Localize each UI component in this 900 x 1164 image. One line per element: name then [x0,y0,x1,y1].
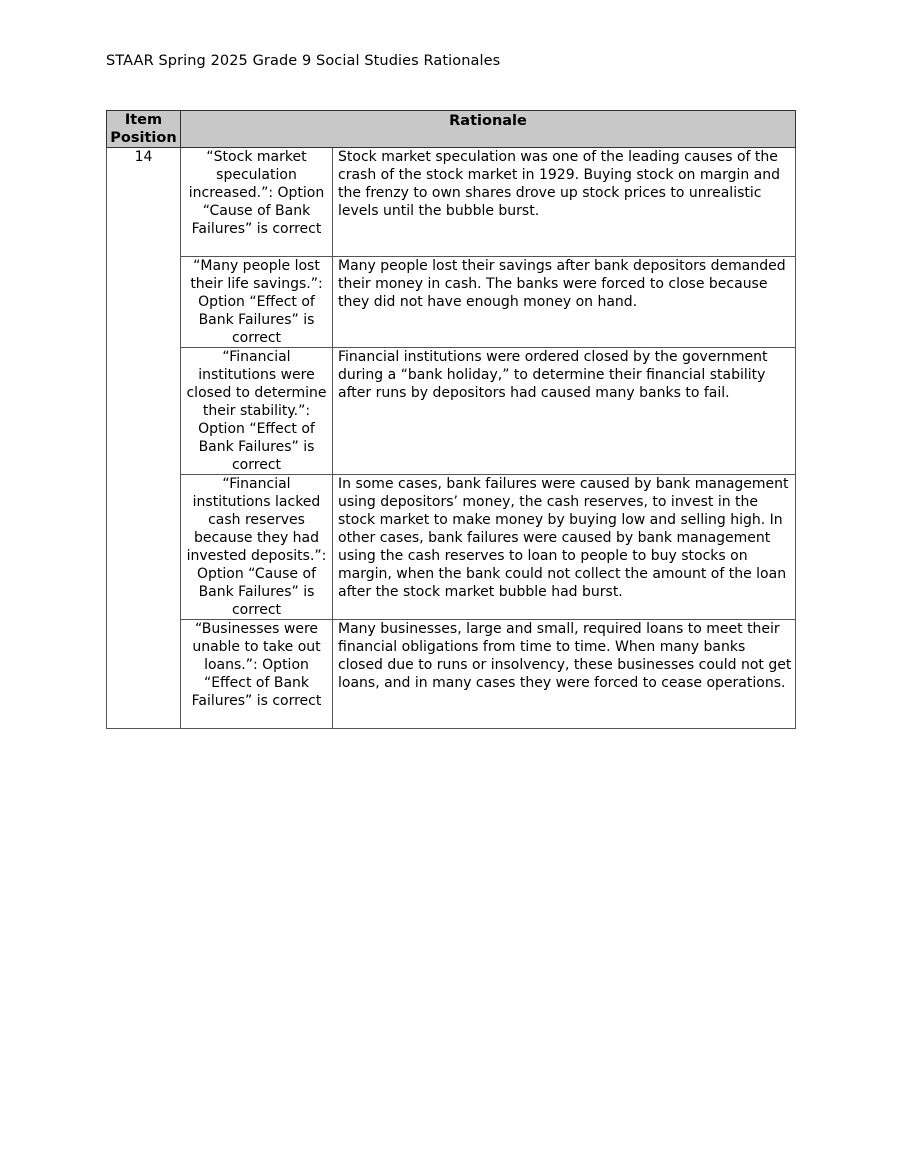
table-row [107,620,796,729]
option-cell: “Many people lost their life savings.”: Option “Effect of Bank Failures” is correct [181,257,333,348]
rationale-table [106,110,796,729]
item-position-cell: 14 [107,148,181,729]
document-header: STAAR Spring 2025 Grade 9 Social Studies Rationales [106,53,501,69]
table-row [107,257,796,348]
table-row [107,148,796,257]
item-position-header: Item Position [107,111,181,148]
explanation-cell: Stock market speculation was one of the leading causes of the crash of the stock market in 1929. Buying stock on margin and the frenzy to own shares drove up stock prices to unrealistic levels until the bubble burst. [333,148,796,257]
explanation-cell: Many businesses, large and small, required loans to meet their financial obligations from time to time. When many banks closed due to runs or insolvency, these businesses could not get loans, and in many cases they were forced to cease operations. [333,620,796,729]
option-cell: “Financial institutions lacked cash reserves because they had invested deposits.”: Option “Cause of Bank Failures” is correct [181,475,333,620]
explanation-cell: Financial institutions were ordered closed by the government during a “bank holiday,” to determine their financial stability after runs by depositors had caused many banks to fail. [333,348,796,475]
option-cell: “Financial institutions were closed to determine their stability.”: Option “Effect of Bank Failures” is correct [181,348,333,475]
table-row [107,475,796,620]
explanation-cell: Many people lost their savings after bank depositors demanded their money in cash. The banks were forced to close because they did not have enough money on hand. [333,257,796,348]
option-cell: “Businesses were unable to take out loans.”: Option “Effect of Bank Failures” is correct [181,620,333,729]
rationale-header: Rationale [181,111,796,148]
explanation-cell: In some cases, bank failures were caused by bank management using depositors’ money, the cash reserves, to invest in the stock market to make money by buying low and selling high. In other cases, bank failures were caused by bank management using the cash reserves to loan to people to buy stocks on margin, when the bank could not collect the amount of the loan after the stock market bubble had burst. [333,475,796,620]
table-header-row [107,111,796,148]
option-cell: “Stock market speculation increased.”: Option “Cause of Bank Failures” is correct [181,148,333,257]
table-row [107,348,796,475]
